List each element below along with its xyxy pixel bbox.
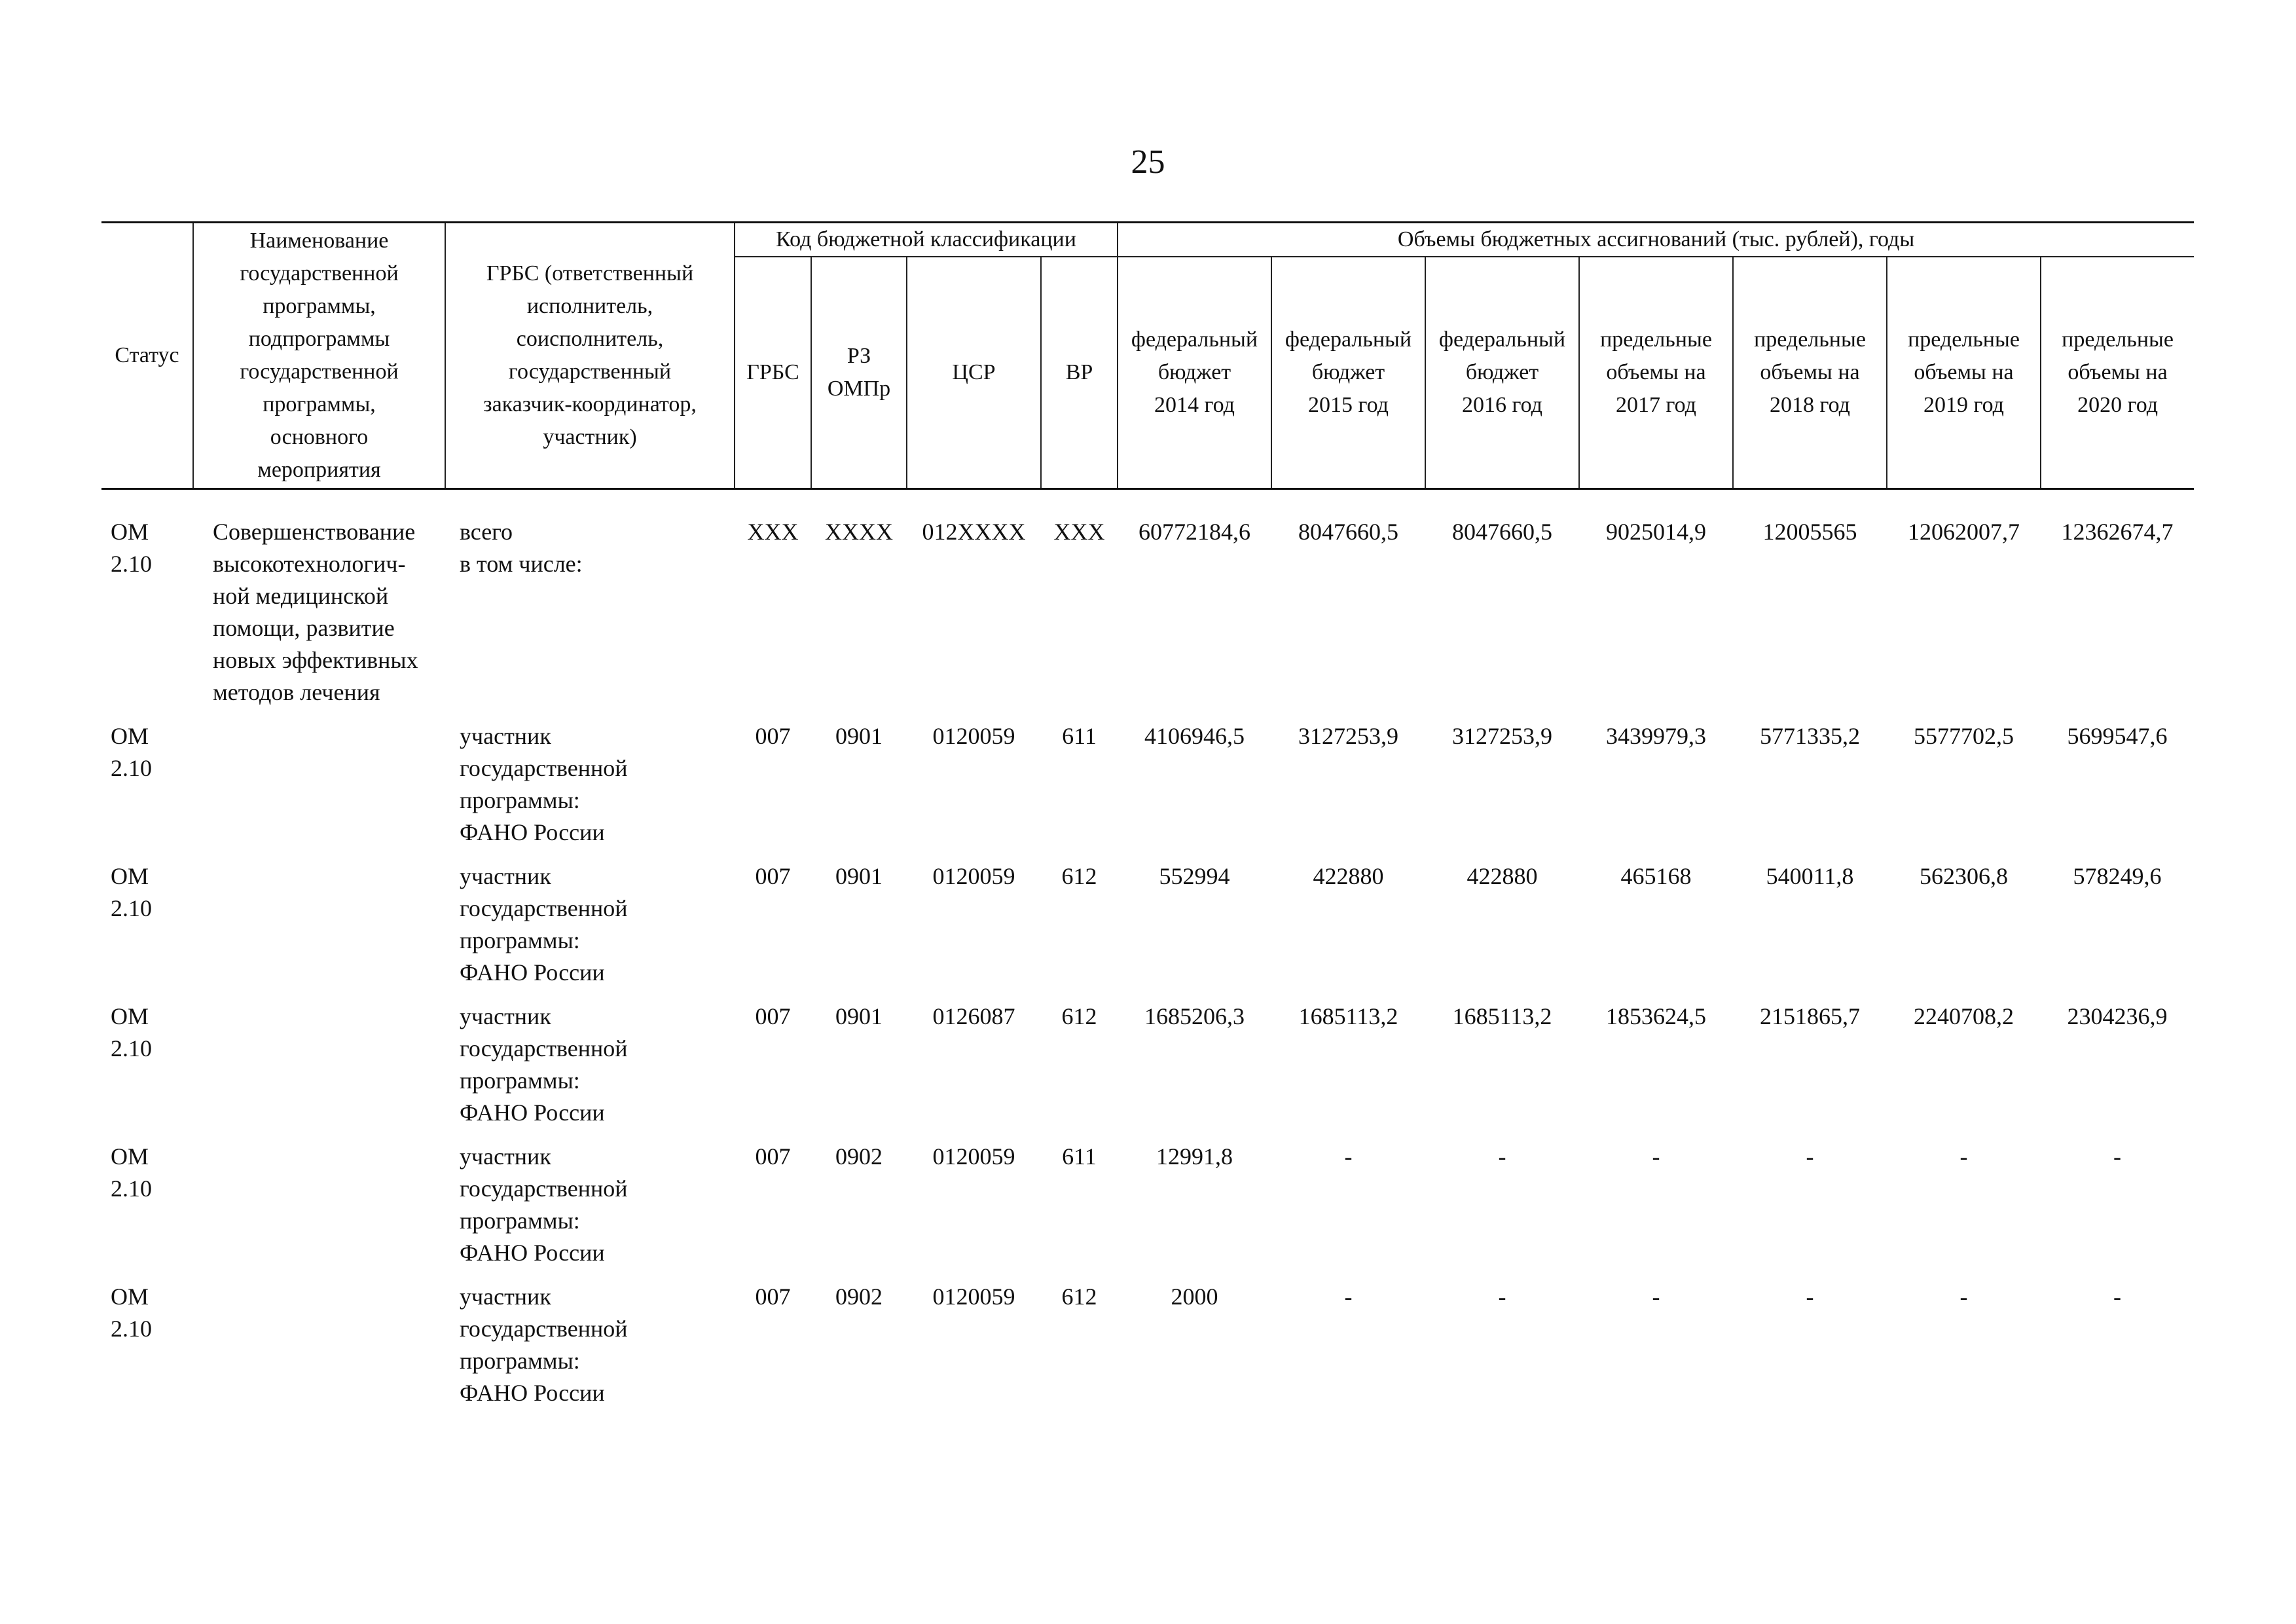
col-header-2018: предельные объемы на 2018 год (1733, 257, 1887, 489)
table-body (101, 489, 2194, 1422)
cell-value-2015: - (1344, 1143, 1353, 1170)
cell-csr: 0126087 (932, 1003, 1015, 1029)
cell-value-2019: 2240708,2 (1914, 1003, 2014, 1029)
cell-value-2018: - (1806, 1283, 1814, 1310)
cell-rz: 0902 (835, 1283, 883, 1310)
cell-status: ОМ 2.10 (111, 1283, 152, 1342)
budget-allocation-table (101, 221, 2194, 1421)
cell-value-2019: 562306,8 (1920, 863, 2009, 889)
cell-value-2018: 5771335,2 (1760, 723, 1861, 749)
cell-value-2018: - (1806, 1143, 1814, 1170)
cell-responsible: всего в том числе: (460, 519, 583, 577)
cell-value-2015: 3127253,9 (1298, 723, 1399, 749)
cell-value-2019: 5577702,5 (1914, 723, 2014, 749)
cell-responsible: участник государственной программы: ФАНО России (460, 1283, 628, 1406)
cell-responsible: участник государственной программы: ФАНО России (460, 723, 628, 845)
cell-vr: ХХХ (1053, 519, 1105, 545)
cell-value-2016: 422880 (1467, 863, 1538, 889)
cell-csr: 0120059 (932, 1283, 1015, 1310)
col-header-rz: РЗ ОМПр (811, 257, 907, 489)
cell-status: ОМ 2.10 (111, 1143, 152, 1202)
cell-csr: 0120059 (932, 1143, 1015, 1170)
cell-value-2020: 578249,6 (2073, 863, 2162, 889)
cell-rz: 0901 (835, 863, 883, 889)
col-header-2014: федеральный бюджет 2014 год (1118, 257, 1271, 489)
cell-value-2016: - (1498, 1283, 1506, 1310)
col-header-responsible: ГРБС (ответственный исполнитель, соисполнитель, государственный заказчик-координатор, участник) (445, 223, 735, 489)
cell-value-2014: 4106946,5 (1144, 723, 1245, 749)
cell-value-2015: 1685113,2 (1298, 1003, 1398, 1029)
col-header-2020: предельные объемы на 2020 год (2041, 257, 2194, 489)
table-row (101, 1141, 2194, 1281)
col-header-status: Статус (101, 223, 193, 489)
cell-value-2016: - (1498, 1143, 1506, 1170)
cell-value-2017: 3439979,3 (1606, 723, 1707, 749)
cell-program-name: Совершенствование высокотехнологич- ной медицинской помощи, развитие новых эффективных методов лечения (213, 519, 418, 705)
table-row (101, 1001, 2194, 1141)
cell-value-2016: 3127253,9 (1452, 723, 1553, 749)
col-header-2015: федеральный бюджет 2015 год (1271, 257, 1425, 489)
cell-program-name (193, 860, 445, 1001)
cell-rz: ХХХХ (825, 519, 893, 545)
table-row (101, 516, 2194, 720)
page-number: 25 (1131, 143, 1165, 181)
cell-csr: 0120059 (932, 723, 1015, 749)
cell-value-2014: 2000 (1171, 1283, 1218, 1310)
cell-value-2017: - (1652, 1143, 1660, 1170)
cell-value-2018: 12005565 (1762, 519, 1857, 545)
col-header-2016: федеральный бюджет 2016 год (1425, 257, 1579, 489)
cell-value-2014: 60772184,6 (1139, 519, 1251, 545)
cell-program-name (193, 1281, 445, 1421)
cell-value-2020: 12362674,7 (2061, 519, 2174, 545)
cell-value-2020: 2304236,9 (2067, 1003, 2168, 1029)
col-header-2019: предельные объемы на 2019 год (1887, 257, 2041, 489)
cell-vr: 611 (1062, 723, 1097, 749)
cell-grbs: 007 (755, 1003, 791, 1029)
cell-vr: 611 (1062, 1143, 1097, 1170)
cell-responsible: участник государственной программы: ФАНО России (460, 1143, 628, 1266)
cell-status: ОМ 2.10 (111, 863, 152, 921)
cell-responsible: участник государственной программы: ФАНО России (460, 1003, 628, 1126)
cell-value-2015: - (1344, 1283, 1353, 1310)
cell-value-2018: 2151865,7 (1760, 1003, 1861, 1029)
cell-grbs: 007 (755, 1283, 791, 1310)
cell-value-2016: 1685113,2 (1452, 1003, 1552, 1029)
cell-value-2019: - (1959, 1283, 1968, 1310)
cell-value-2018: 540011,8 (1766, 863, 1854, 889)
col-header-program-name: Наименование государственной программы, подпрограммы государственной программы, основного мероприятия (193, 223, 445, 489)
col-header-csr: ЦСР (907, 257, 1041, 489)
cell-value-2020: - (2113, 1143, 2122, 1170)
cell-value-2020: - (2113, 1283, 2122, 1310)
cell-program-name (193, 1141, 445, 1281)
cell-csr: 0120059 (932, 863, 1015, 889)
cell-rz: 0901 (835, 723, 883, 749)
cell-program-name (193, 1001, 445, 1141)
cell-status: ОМ 2.10 (111, 723, 152, 781)
cell-csr: 012ХХХХ (922, 519, 1026, 545)
cell-value-2017: - (1652, 1283, 1660, 1310)
table-row (101, 1281, 2194, 1421)
cell-responsible: участник государственной программы: ФАНО России (460, 863, 628, 986)
cell-value-2015: 422880 (1313, 863, 1384, 889)
cell-value-2019: - (1959, 1143, 1968, 1170)
cell-vr: 612 (1061, 1003, 1097, 1029)
cell-grbs: 007 (755, 723, 791, 749)
cell-value-2017: 9025014,9 (1606, 519, 1707, 545)
table-row (101, 720, 2194, 860)
col-header-vr: ВР (1041, 257, 1118, 489)
group-header-kbk: Код бюджетной классификации (735, 223, 1118, 257)
cell-grbs: 007 (755, 863, 791, 889)
cell-rz: 0902 (835, 1143, 883, 1170)
cell-grbs: ХХХ (747, 519, 799, 545)
cell-vr: 612 (1061, 863, 1097, 889)
cell-vr: 612 (1061, 1283, 1097, 1310)
cell-value-2016: 8047660,5 (1452, 519, 1553, 545)
cell-rz: 0901 (835, 1003, 883, 1029)
cell-value-2020: 5699547,6 (2067, 723, 2168, 749)
cell-value-2014: 552994 (1159, 863, 1230, 889)
table-row (101, 860, 2194, 1001)
cell-grbs: 007 (755, 1143, 791, 1170)
cell-value-2019: 12062007,7 (1908, 519, 2020, 545)
table-header (101, 223, 2194, 489)
cell-value-2014: 1685206,3 (1144, 1003, 1245, 1029)
cell-status: ОМ 2.10 (111, 1003, 152, 1061)
col-header-grbs: ГРБС (735, 257, 811, 489)
cell-program-name (193, 720, 445, 860)
cell-status: ОМ 2.10 (111, 519, 152, 577)
cell-value-2017: 1853624,5 (1606, 1003, 1707, 1029)
cell-value-2014: 12991,8 (1156, 1143, 1233, 1170)
cell-value-2015: 8047660,5 (1298, 519, 1399, 545)
col-header-2017: предельные объемы на 2017 год (1579, 257, 1733, 489)
cell-value-2017: 465168 (1620, 863, 1692, 889)
group-header-volumes: Объемы бюджетных ассигнований (тыс. рублей), годы (1118, 223, 2194, 257)
